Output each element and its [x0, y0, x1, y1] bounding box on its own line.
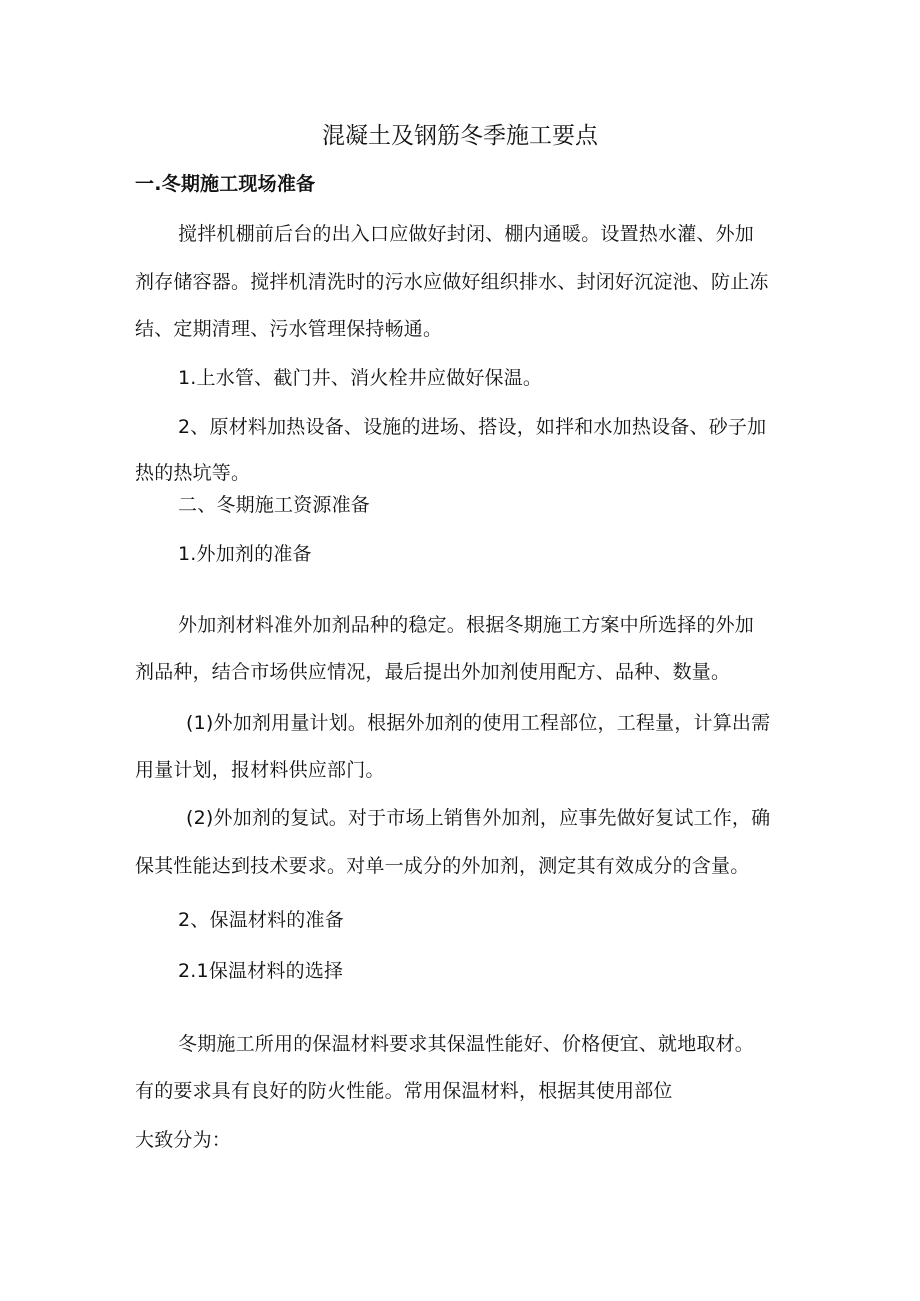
- section1-item2-line1: 2、原材料加热设备、设施的进场、搭设，如拌和水加热设备、砂子加: [178, 416, 767, 438]
- section2-sub1-item1-line2: 用量计划，报材料供应部门。: [135, 759, 385, 781]
- section2-sub21-para-line2: 有的要求具有良好的防火性能。常用保温材料，根据其使用部位: [135, 1080, 673, 1102]
- section2-sub1-item2-line1: (2)外加剂的复试。对于市场上销售外加剂，应事先做好复试工作，确: [186, 807, 771, 829]
- section2-sub2-heading: 2、保温材料的准备: [178, 909, 344, 931]
- section1-item1: 1.上水管、截门井、消火栓井应做好保温。: [178, 367, 543, 389]
- section2-sub1-para-line2: 剂品种，结合市场供应情况，最后提出外加剂使用配方、品种、数量。: [135, 661, 731, 683]
- section2-sub21-para-line1: 冬期施工所用的保温材料要求其保温性能好、价格便宜、就地取材。: [178, 1033, 755, 1055]
- section1-heading: 一.冬期施工现场准备: [135, 173, 316, 195]
- section2-sub1-item1-line1: (1)外加剂用量计划。根据外加剂的使用工程部位，工程量，计算出需: [186, 712, 771, 734]
- section2-sub1-heading: 1.外加剂的准备: [178, 543, 312, 565]
- section1-para1-line3: 结、定期清理、污水管理保持畅通。: [135, 318, 443, 340]
- document-title: 混凝土及钢筋冬季施工要点: [322, 123, 598, 149]
- section2-sub21-para-line3: 大致分为：: [135, 1129, 232, 1151]
- section2-sub1-para-line1: 外加剂材料准外加剂品种的稳定。根据冬期施工方案中所选择的外加: [178, 614, 755, 636]
- section2-heading: 二、冬期施工资源准备: [178, 494, 371, 516]
- section1-item2-line2: 热的热坑等。: [135, 462, 251, 484]
- section1-para1-line2: 剂存储容器。搅拌机清洗时的污水应做好组织排水、封闭好沉淀池、防止冻: [135, 271, 769, 293]
- section1-para1-line1: 搅拌机棚前后台的出入口应做好封闭、棚内通暖。设置热水灌、外加: [178, 223, 755, 245]
- section2-sub1-item2-line2: 保其性能达到技术要求。对单一成分的外加剂，测定其有效成分的含量。: [135, 855, 750, 877]
- section2-sub21-heading: 2.1保温材料的选择: [178, 960, 344, 982]
